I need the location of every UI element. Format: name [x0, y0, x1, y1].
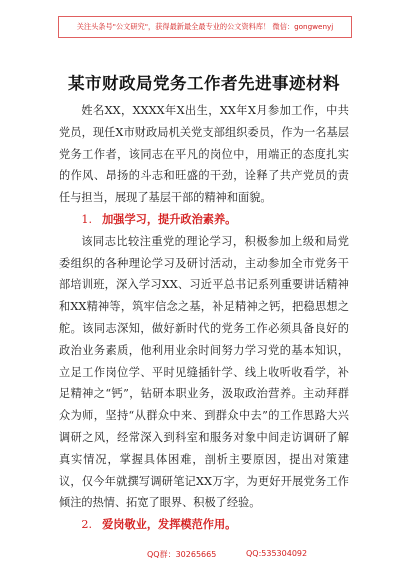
section-heading-1	[59, 209, 349, 231]
section-number: 2.	[81, 518, 93, 532]
document-body	[59, 100, 349, 536]
section-body-1: 该同志比较注重党的理论学习，积极参加上级和局党委组织的各种理论学习及研讨活动，主动参加全市党务干部培训班，深入学习XX、习近平总书记系列重要讲话精神和XX精神等，筑牢信念之基，补足精神之钙，把稳思想之舵。该同志深知，做好新时代的党务工作必须具备良好的政治业务素质，他利用业余时间努力学习党的基本知识，立足工作岗位学、平时见缝插针学、线上收听收看学，补足精神之“钙”，钻研本职业务，汲取政治营养。主动拜群众为师，坚持“从群众中来、到群众中去”的工作思路大兴调研之风，经常深入到科室和服务对象中间走访调研了解真实情况，掌握具体困难，剖析主要原因，提出对策建议，仅今年就撰写调研笔记XX万字，为更好开展党务工作倾注的热情、拓宽了眼界、积极了经验。	[59, 234, 349, 510]
document-title: 某市财政局党务工作者先进事迹材料	[68, 74, 340, 93]
top-banner[interactable]: 关注头条号"公文研究"，获得最新最全最专业的公文资料库！ 微信：gongwenyj	[58, 16, 352, 38]
footer-qq: QQ:535304092	[246, 549, 308, 558]
intro-paragraph: 姓名XX，XXXX年X出生，XX年X月参加工作，中共党员，现任X市财政局机关党支部组织委员，作为一名基层党务工作者，该同志在平凡的岗位中，用端正的态度扎实的作风、昂扬的斗志和旺盛的干劲，诠释了共产党员的责任与担当，展现了基层干部的精神和面貌。	[59, 104, 349, 205]
section-heading-2	[59, 514, 349, 536]
section-heading-text: 爱岗敬业，发挥模范作用。	[102, 517, 237, 532]
section-heading-text: 加强学习，提升政治素养。	[102, 211, 237, 226]
footer-qq-group: QQ群：30265665	[147, 550, 217, 559]
section-number: 1.	[81, 212, 93, 226]
